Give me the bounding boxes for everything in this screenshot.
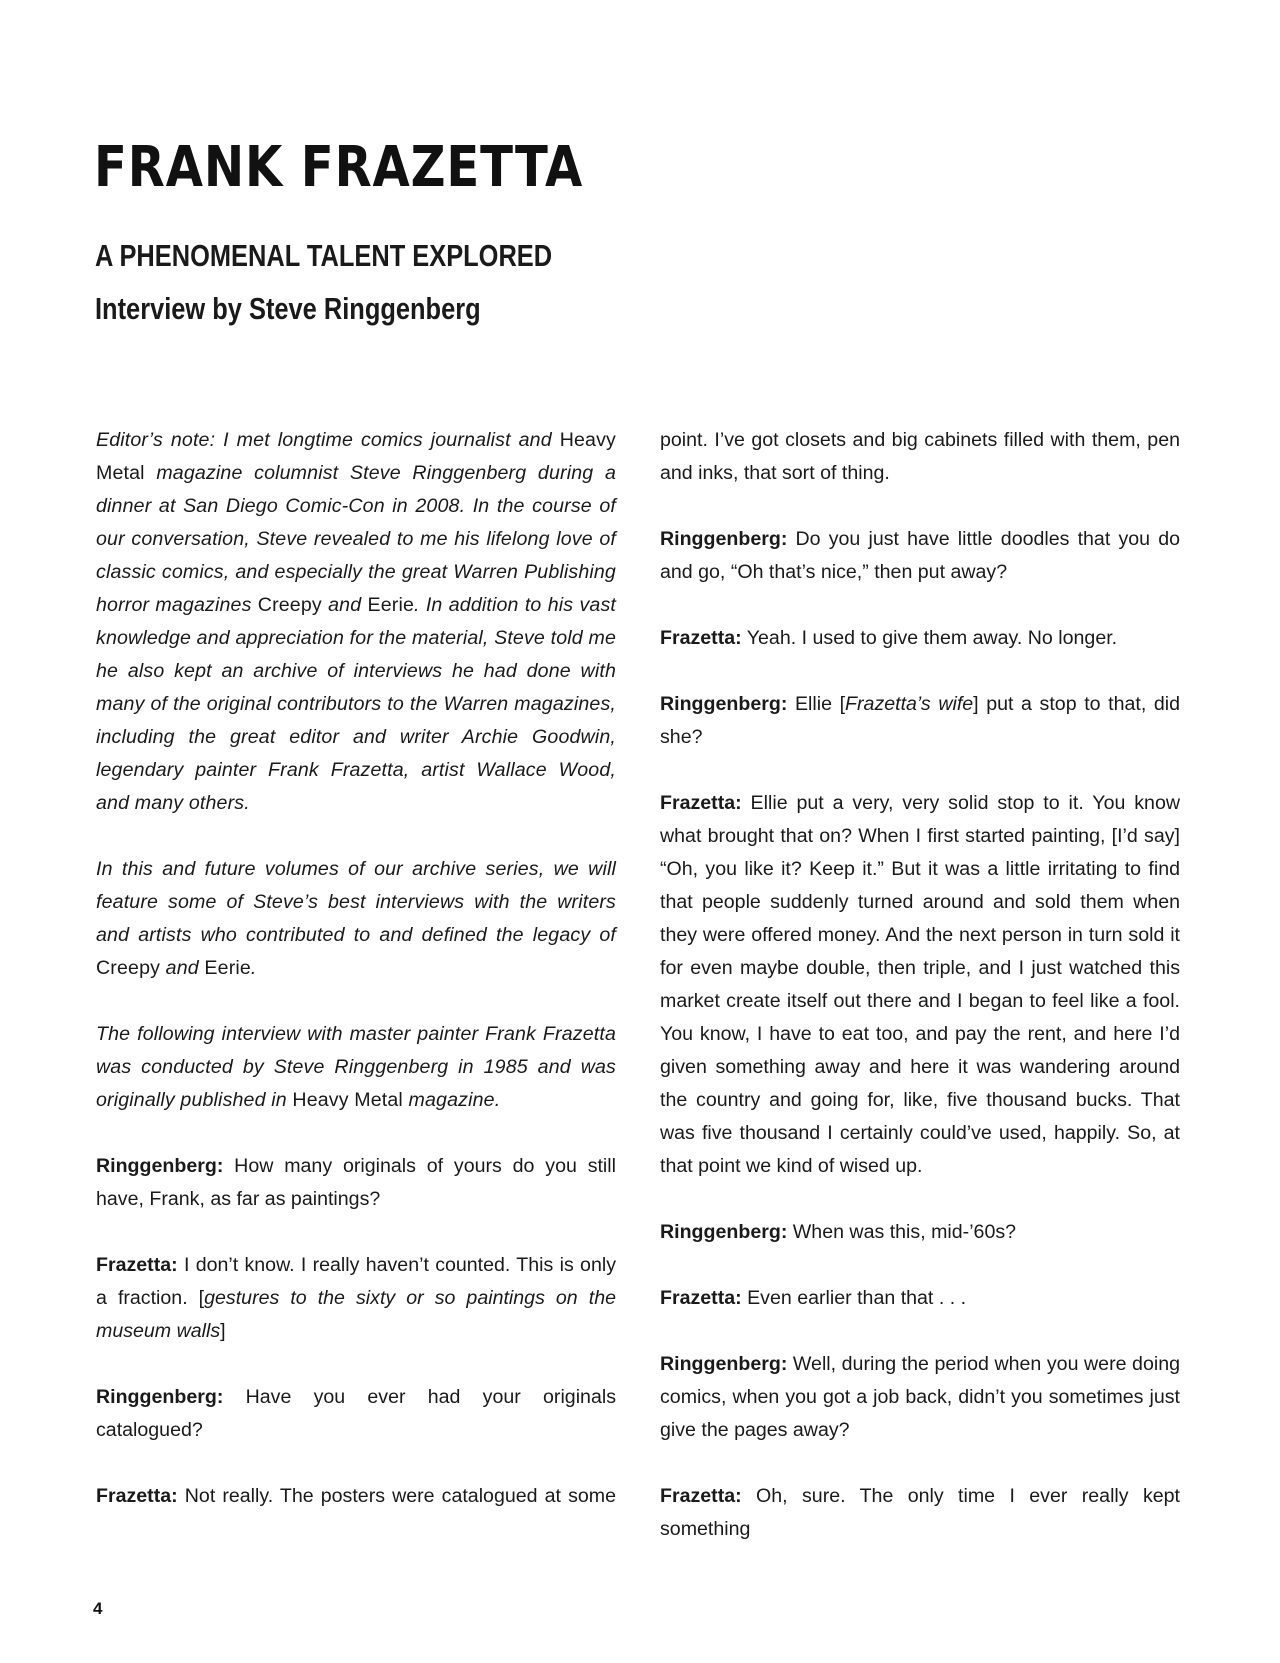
speaker-label: Ringgenberg: [660, 528, 788, 550]
interview-answer: Frazetta: Ellie put a very, very solid stop to it. You know what brought that on? When I first started painting, [I’d say] “Oh, you like it? Keep it.” But it was a little irritating to find that people suddenly turned around and sold them when they were offered money. And the next person in turn sold it for even maybe double, then triple, and I just watched this market create itself out there and I began to feel like a fool. You know, I have to eat too, and pay the rent, and here I’d given something away and here it was wandering around the country and going for, like, five thousand bucks. That was five thousand I certainly could’ve used, happily. So, at that point we kind of wised up. [660, 792, 1180, 1177]
interview-answer: Frazetta: Yeah. I used to give them away. No longer. [660, 627, 1118, 649]
interview-question: Ringgenberg: Do you just have little doodles that you do and go, “Oh that’s nice,” then put away? [660, 528, 1180, 583]
speaker-label: Frazetta: [660, 627, 742, 649]
editors-note-paragraph: In this and future volumes of our archive series, we will feature some of Steve’s best interviews with the writers and artists who contributed to and defined the legacy of Creepy and Eerie. [96, 858, 616, 979]
interview-answer: Frazetta: Even earlier than that . . . [660, 1287, 967, 1309]
interview-answer: Frazetta: I don’t know. I really haven’t counted. This is only a fraction. [gestures to the sixty or so paintings on the museum walls] [96, 1254, 616, 1342]
speaker-label: Frazetta: [660, 792, 742, 814]
interview-answer: Frazetta: Oh, sure. The only time I ever really kept something [660, 1485, 1180, 1540]
interview-answer: Frazetta: Not really. The posters were catalogued at some [96, 1485, 616, 1507]
editors-note-paragraph: Editor’s note: I met longtime comics journalist and Heavy Metal magazine columnist Steve Ringgenberg during a dinner at San Diego Comic-Con in 2008. In the course of our conversation, Steve revealed to me his lifelong love of classic comics, and especially the great Warren Publishing horror magazines Creepy and Eerie. In addition to his vast knowledge and appreciation for the material, Steve told me he also kept an archive of interviews he had done with many of the original contributors to the Warren magazines, including the great editor and writer Archie Goodwin, legendary painter Frank Frazetta, artist Wallace Wood, and many others. [96, 429, 616, 814]
interview-answer-continued: point. I’ve got closets and big cabinets filled with them, pen and inks, that sort of thing. [660, 429, 1180, 484]
interview-question: Ringgenberg: Well, during the period when you were doing comics, when you got a job back, didn’t you sometimes just give the pages away? [660, 1353, 1180, 1441]
article-byline: Interview by Steve Ringgenberg [95, 291, 481, 326]
speaker-label: Ringgenberg: [660, 1353, 788, 1375]
left-column [96, 424, 616, 1513]
speaker-label: Ringgenberg: [660, 1221, 788, 1243]
interview-question: Ringgenberg: Ellie [Frazetta’s wife] put a stop to that, did she? [660, 693, 1181, 748]
article-title: FRANK FRAZETTA [94, 135, 584, 200]
right-column [660, 424, 1180, 1546]
interview-question: Ringgenberg: When was this, mid-’60s? [660, 1221, 1017, 1243]
speaker-label: Ringgenberg: [96, 1155, 224, 1177]
speaker-label: Ringgenberg: [96, 1386, 224, 1408]
interview-question: Ringgenberg: How many originals of yours do you still have, Frank, as far as paintings? [96, 1155, 616, 1210]
speaker-label: Frazetta: [96, 1485, 178, 1507]
speaker-label: Frazetta: [660, 1485, 742, 1507]
editors-note-paragraph: The following interview with master painter Frank Frazetta was conducted by Steve Ringgenberg in 1985 and was originally published in Heavy Metal magazine. [96, 1023, 616, 1111]
speaker-label: Frazetta: [96, 1254, 178, 1276]
page-number: 4 [93, 1599, 103, 1618]
speaker-label: Ringgenberg: [660, 693, 788, 715]
article-subtitle: A PHENOMENAL TALENT EXPLORED [95, 238, 553, 273]
speaker-label: Frazetta: [660, 1287, 742, 1309]
interview-question: Ringgenberg: Have you ever had your originals catalogued? [96, 1386, 616, 1441]
